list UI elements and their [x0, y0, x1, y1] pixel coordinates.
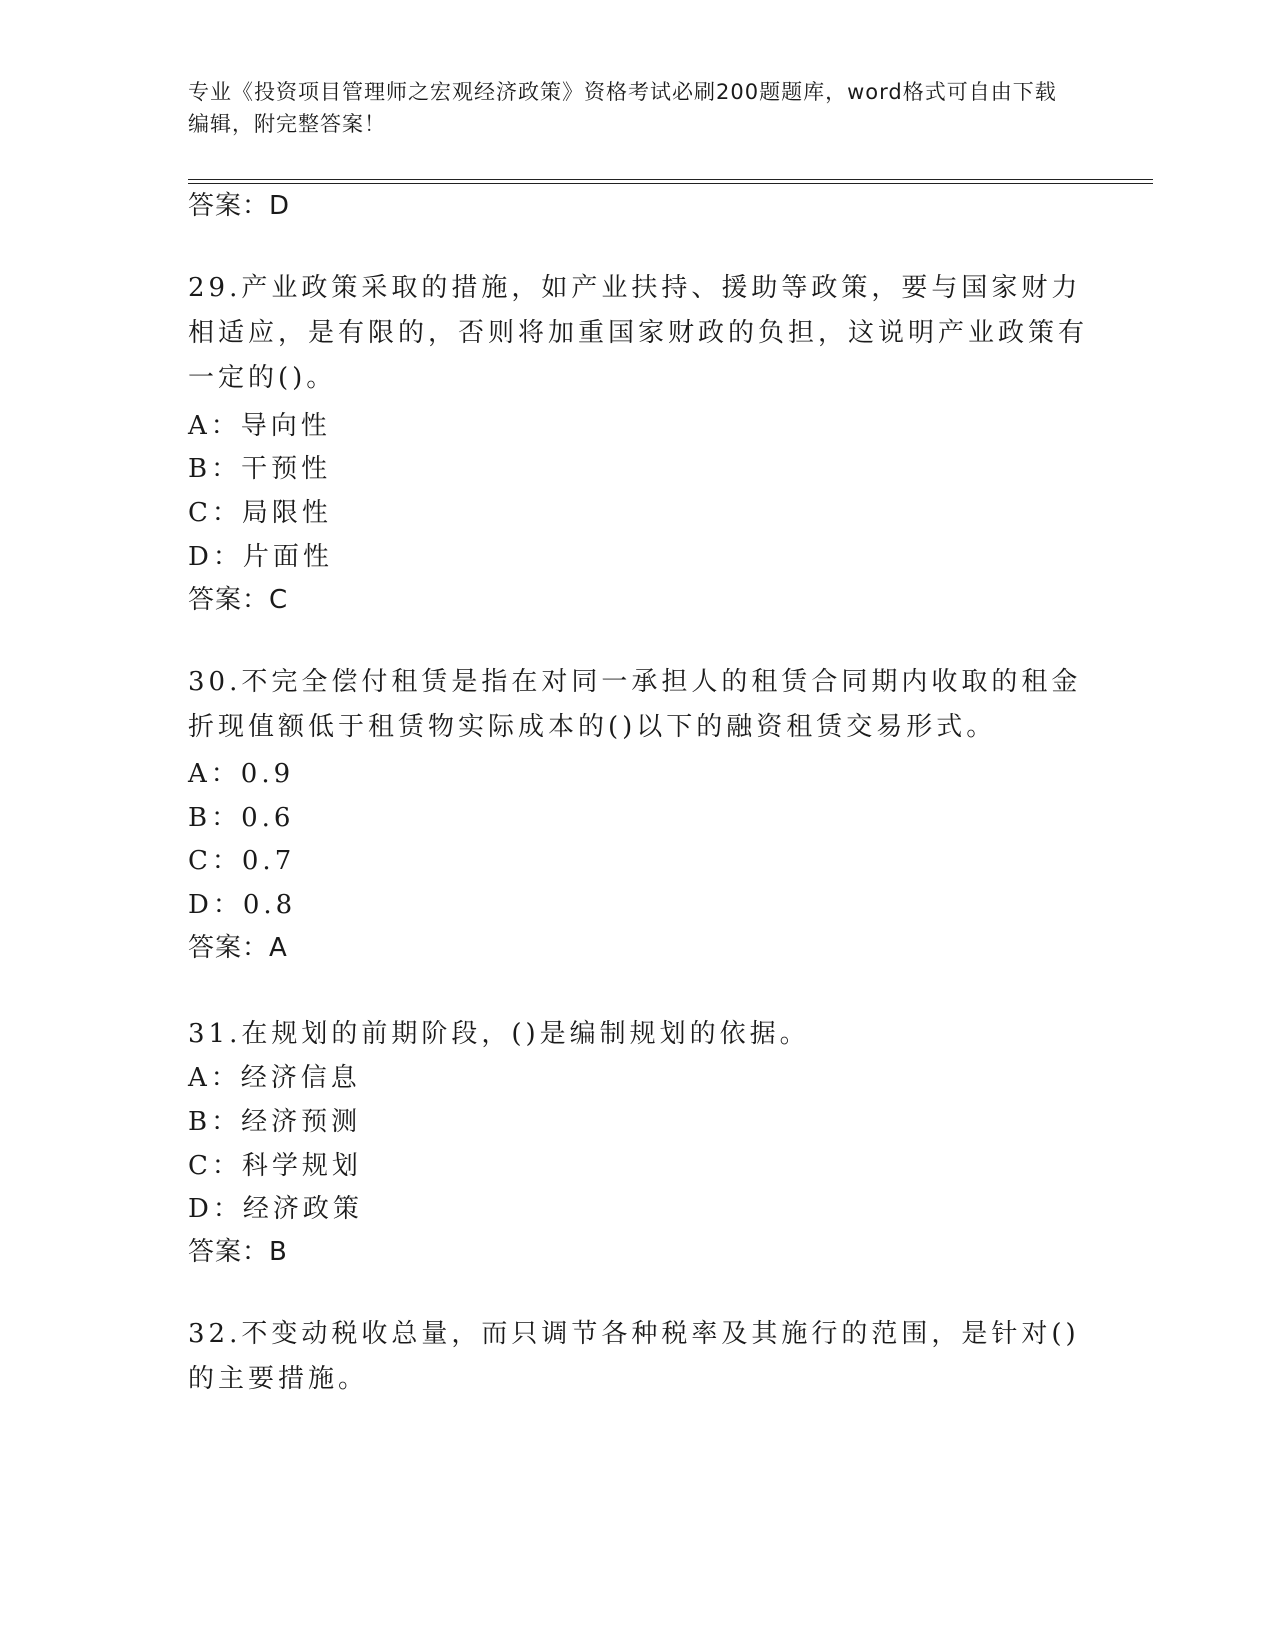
question-29-answer: 答案：C	[188, 585, 289, 615]
document-header: 专业《投资项目管理师之宏观经济政策》资格考试必刷200题题库，word格式可自由下载编辑，附完整答案！	[188, 80, 1057, 136]
question-32-text: 32.不变动税收总量，而只调节各种税率及其施行的范围，是针对()的主要措施。	[188, 1319, 1080, 1394]
question-31-text: 31.在规划的前期阶段，()是编制规划的依据。	[188, 1019, 810, 1049]
question-29-option-c: C：局限性	[188, 498, 332, 528]
question-30-option-a: A：0.9	[188, 759, 295, 789]
question-29-option-d: D：片面性	[188, 542, 333, 572]
previous-answer: 答案：D	[188, 191, 291, 221]
question-30-option-c: C：0.7	[188, 846, 296, 876]
question-30-text: 30.不完全偿付租赁是指在对同一承担人的租赁合同期内收取的租金折现值额低于租赁物实际成本的()以下的融资租赁交易形式。	[188, 667, 1082, 742]
question-31-answer: 答案：B	[188, 1237, 288, 1267]
header-divider-bottom	[188, 183, 1153, 184]
question-31-option-a: A：经济信息	[188, 1063, 361, 1093]
question-31-option-c: C：科学规划	[188, 1151, 362, 1181]
question-29-text: 29.产业政策采取的措施，如产业扶持、援助等政策，要与国家财力相适应，是有限的，否则将加重国家财政的负担，这说明产业政策有一定的()。	[188, 273, 1089, 393]
question-31-option-b: B：经济预测	[188, 1107, 362, 1137]
question-31-option-d: D：经济政策	[188, 1194, 363, 1224]
question-30-option-d: D：0.8	[188, 890, 297, 920]
question-30-option-b: B：0.6	[188, 803, 295, 833]
header-divider-top	[188, 179, 1153, 180]
question-29-option-b: B：干预性	[188, 454, 332, 484]
question-29-option-a: A：导向性	[188, 411, 331, 441]
question-30-answer: 答案：A	[188, 933, 288, 963]
